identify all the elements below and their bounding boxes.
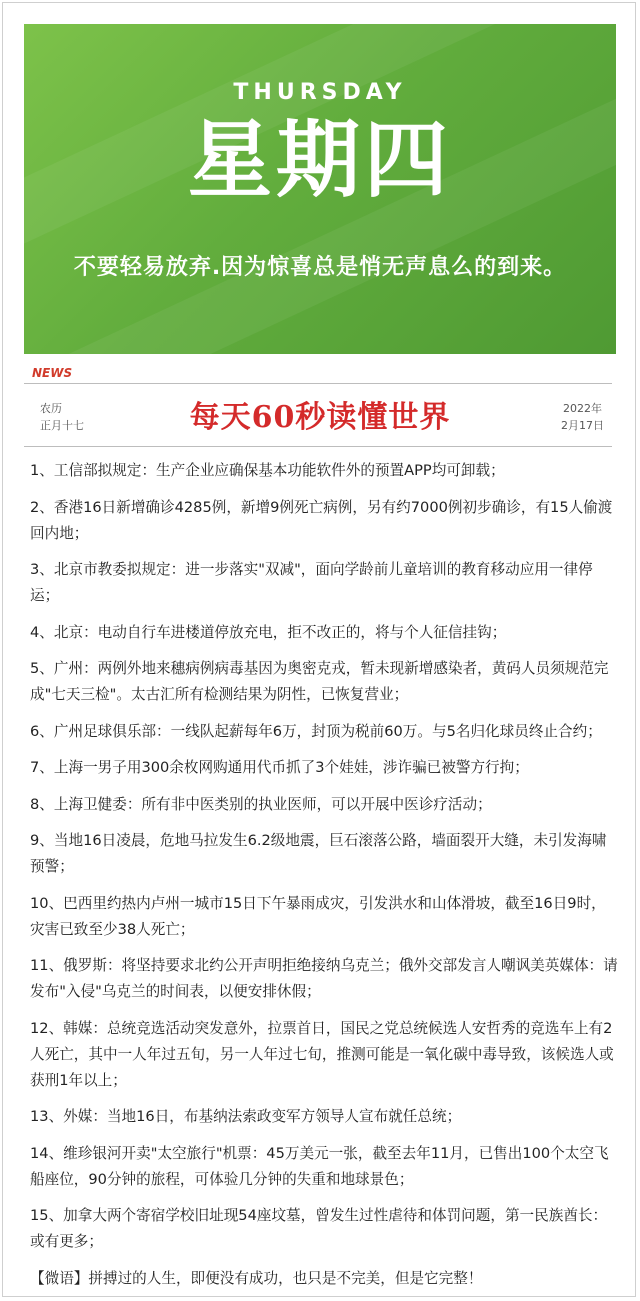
banner-motto: 不要轻易放弃.因为惊喜总是悄无声息么的到来。 (73, 255, 567, 280)
date-year: 2022年 (563, 402, 602, 415)
news-item-14: 14、维珍银河开卖"太空旅行"机票：45万美元一张，截至去年11月，已售出100个太空飞船座位，90分钟的旅程，可体验几分钟的失重和地球景色； (30, 1144, 609, 1188)
date-month-day: 2月17日 (561, 419, 604, 432)
news-item-11: 11、俄罗斯：将坚持要求北约公开声明拒绝接纳乌克兰；俄外交部发言人嘲讽美英媒体：请发布"入侵"乌克兰的时间表，以便安排休假； (30, 957, 618, 1000)
news-item-6: 6、广州足球俱乐部：一线队起薪每年6万，封顶为税前60万。与5名归化球员终止合约； (30, 722, 602, 740)
day-chinese: 星期四 (187, 111, 452, 209)
news-item-13: 13、外媒：当地16日，布基纳法索政变军方领导人宣布就任总统； (30, 1108, 462, 1125)
page-title: 每天60秒读懂世界 (189, 400, 451, 435)
news-item-4: 4、北京：电动自行车进楼道停放充电，拒不改正的，将与个人征信挂钩； (30, 623, 507, 641)
news-item-3: 3、北京市教委拟规定：进一步落实"双减"，面向学龄前儿童培训的教育移动应用一律停运； (30, 561, 593, 604)
lunar-label: 农历 (40, 402, 62, 415)
news-item-2: 2、香港16日新增确诊4285例，新增9例死亡病例，另有约7000例初步确诊，有15人偷渡回内地； (30, 498, 613, 542)
lunar-date: 正月十七 (40, 419, 84, 432)
gregorian-date-block (561, 400, 604, 434)
day-english: THURSDAY (233, 80, 407, 105)
news-list (30, 458, 618, 1292)
news-item-15: 15、加拿大两个寄宿学校旧址现54座坟墓，曾发生过性虐待和体罚问题，第一民族酋长：或有更多； (30, 1207, 608, 1250)
day-banner (24, 24, 616, 354)
news-label: NEWS (32, 366, 73, 380)
news-item-9: 9、当地16日凌晨，危地马拉发生6.2级地震，巨石滚落公路，墙面裂开大缝，未引发海啸预警； (30, 832, 607, 875)
divider-bottom (24, 446, 612, 447)
news-item-12: 12、韩媒：总统竞选活动突发意外，拉票首日，国民之党总统候选人安哲秀的竞选车上有2人死亡，其中一人年过五旬，另一人年过七旬，推测可能是一氧化碳中毒导致，该候选人或获刑1年以上； (30, 1019, 614, 1089)
news-item-7: 7、上海一男子用300余枚网购通用代币抓了3个娃娃，涉诈骗已被警方行拘； (30, 759, 529, 776)
news-item-5: 5、广州：两例外地来穗病例病毒基因为奥密克戎，暂未现新增感染者，黄码人员须规范完成"七天三检"。太古汇所有检测结果为阴性，已恢复营业； (30, 660, 609, 703)
news-item-10: 10、巴西里约热内卢州一城市15日下午暴雨成灾，引发洪水和山体滑坡，截至16日9时，灾害已致至少38人死亡； (30, 894, 606, 938)
news-item-8: 8、上海卫健委：所有非中医类别的执业医师，可以开展中医诊疗活动； (30, 795, 492, 813)
daily-whisper: 【微语】拼搏过的人生，即便没有成功，也只是不完美，但是它完整！ (30, 1269, 483, 1287)
divider-top (24, 383, 612, 384)
news-item-1: 1、工信部拟规定：生产企业应确保基本功能软件外的预置APP均可卸载； (30, 462, 505, 479)
